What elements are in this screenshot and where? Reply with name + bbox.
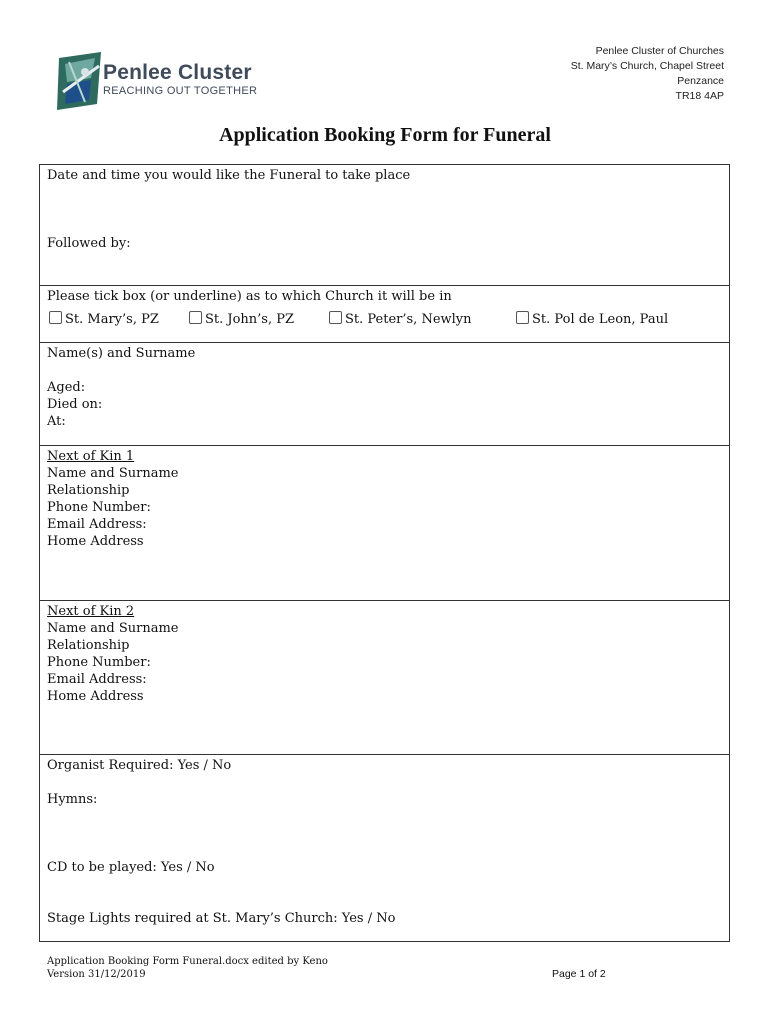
checkbox-icon[interactable] xyxy=(189,311,202,324)
next-of-kin-2-section[interactable] xyxy=(40,601,729,755)
kin1-name-label: Name and Surname xyxy=(47,466,179,481)
church-option-st-marys[interactable] xyxy=(49,311,159,328)
music-section[interactable] xyxy=(40,755,729,943)
church-option-st-pol[interactable] xyxy=(516,311,668,328)
kin2-email-label: Email Address: xyxy=(47,672,147,687)
stage-lights-label: Stage Lights required at St. Mary’s Church: Yes / No xyxy=(47,911,396,926)
church-option-label: St. John’s, PZ xyxy=(205,312,295,327)
organist-label: Organist Required: Yes / No xyxy=(47,758,232,773)
logo-tagline: REACHING OUT TOGETHER xyxy=(103,85,258,97)
address-line: Penzance xyxy=(677,75,724,87)
church-option-label: St. Pol de Leon, Paul xyxy=(532,312,669,327)
kin2-home-label: Home Address xyxy=(47,689,144,704)
form-title: Application Booking Form for Funeral xyxy=(219,124,551,146)
kin2-heading: Next of Kin 2 xyxy=(47,604,135,619)
church-section xyxy=(40,286,729,343)
deceased-section[interactable] xyxy=(40,343,729,446)
penlee-logo xyxy=(55,52,265,112)
kin1-relationship-label: Relationship xyxy=(47,483,130,498)
page-number: Page 1 of 2 xyxy=(552,968,606,980)
church-instruction: Please tick box (or underline) as to which Church it will be in xyxy=(47,289,452,304)
church-option-st-johns[interactable] xyxy=(189,311,294,328)
address-line: Penlee Cluster of Churches xyxy=(595,45,724,57)
deceased-name-label: Name(s) and Surname xyxy=(47,346,196,361)
church-option-label: St. Mary’s, PZ xyxy=(65,312,159,327)
next-of-kin-1-section[interactable] xyxy=(40,446,729,601)
footer-version: Version 31/12/2019 xyxy=(47,969,146,980)
penlee-logo-icon xyxy=(55,52,105,110)
checkbox-icon[interactable] xyxy=(516,311,529,324)
church-option-label: St. Peter’s, Newlyn xyxy=(345,312,472,327)
followed-by-label: Followed by: xyxy=(47,236,131,251)
hymns-label: Hymns: xyxy=(47,792,98,807)
datetime-label: Date and time you would like the Funeral to take place xyxy=(47,168,411,183)
datetime-section[interactable] xyxy=(40,165,729,286)
address-line: TR18 4AP xyxy=(675,90,724,102)
footer-doc-name: Application Booking Form Funeral.docx edited by Keno xyxy=(47,956,328,967)
kin1-heading: Next of Kin 1 xyxy=(47,449,135,464)
kin2-relationship-label: Relationship xyxy=(47,638,130,653)
aged-label: Aged: xyxy=(47,380,86,395)
died-on-label: Died on: xyxy=(47,397,103,412)
kin1-home-label: Home Address xyxy=(47,534,144,549)
address-line: St. Mary’s Church, Chapel Street xyxy=(570,60,724,72)
checkbox-icon[interactable] xyxy=(329,311,342,324)
kin2-phone-label: Phone Number: xyxy=(47,655,151,670)
footer xyxy=(47,955,328,981)
checkbox-icon[interactable] xyxy=(49,311,62,324)
logo-title: Penlee Cluster xyxy=(103,61,252,84)
cd-label: CD to be played: Yes / No xyxy=(47,860,215,875)
kin1-phone-label: Phone Number: xyxy=(47,500,151,515)
at-label: At: xyxy=(47,414,66,429)
kin1-email-label: Email Address: xyxy=(47,517,147,532)
kin2-name-label: Name and Surname xyxy=(47,621,179,636)
church-option-st-peters[interactable] xyxy=(329,311,472,328)
church-address xyxy=(571,44,724,104)
funeral-form xyxy=(39,164,730,942)
